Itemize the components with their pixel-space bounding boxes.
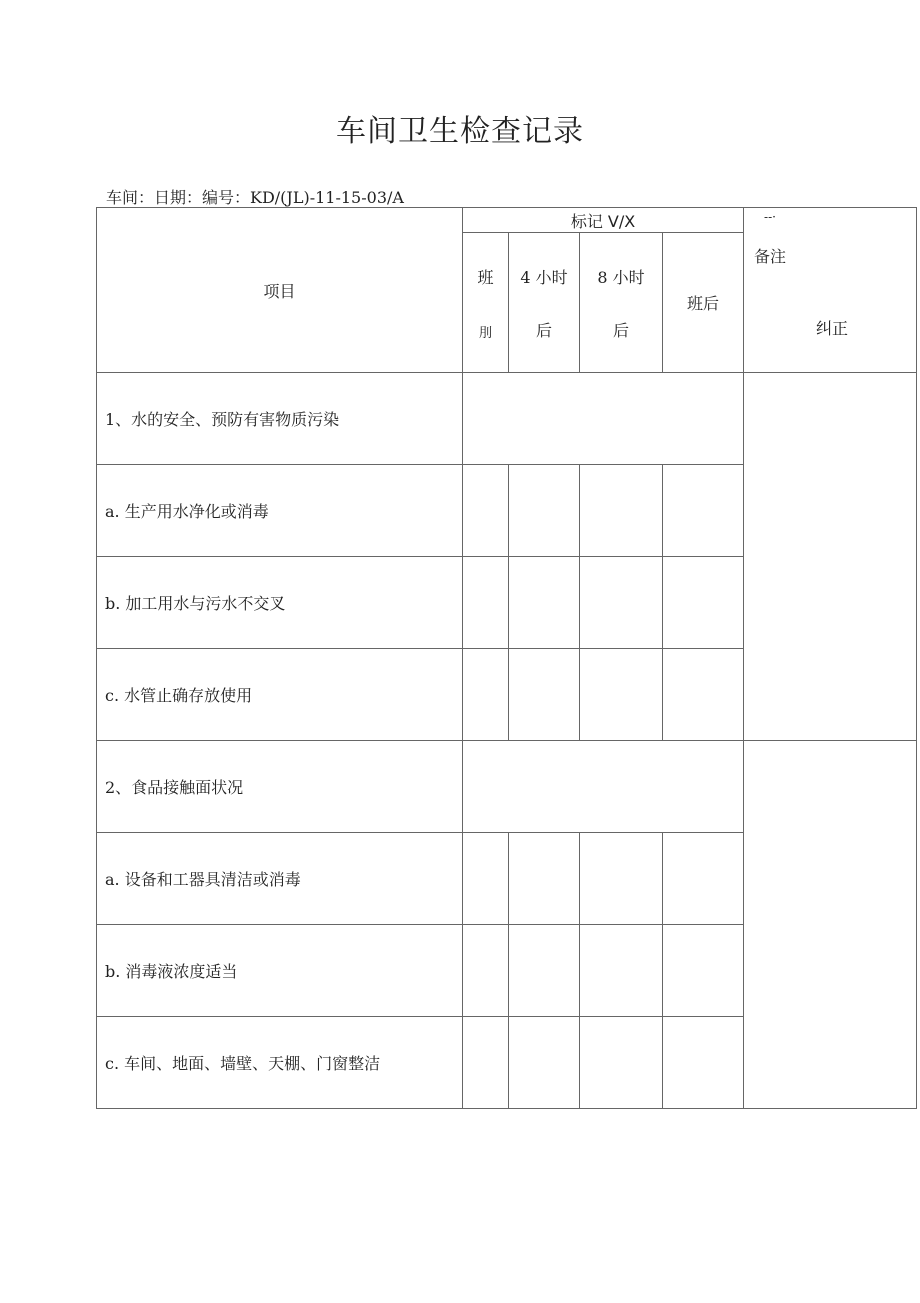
mark-cell[interactable]	[663, 465, 744, 557]
item-label: b. 加工用水与污水不交叉	[97, 557, 463, 649]
mark-cell[interactable]	[663, 833, 744, 925]
mark-cell[interactable]	[580, 925, 663, 1017]
inspection-table	[96, 207, 917, 1109]
mark-cell[interactable]	[463, 557, 509, 649]
remark-label: 备注	[754, 247, 787, 266]
remark-cell[interactable]	[744, 373, 917, 741]
mark-cell[interactable]	[509, 833, 580, 925]
section-row	[97, 741, 917, 833]
mark-cell[interactable]	[509, 465, 580, 557]
mark-cell[interactable]	[580, 465, 663, 557]
mark-cell[interactable]	[463, 1017, 509, 1109]
item-label: c. 车间、地面、墙壁、天棚、门窗整洁	[97, 1017, 463, 1109]
item-label: c. 水管止确存放使用	[97, 649, 463, 741]
page-title: 车间卫生检查记录	[336, 114, 584, 149]
remark-dash: --·	[764, 210, 776, 224]
header-row-1	[97, 208, 917, 233]
section-mark-cell[interactable]	[463, 373, 744, 465]
col-after-shift: 班后	[663, 233, 744, 373]
section-mark-cell[interactable]	[463, 741, 744, 833]
item-label: b. 消毒液浓度适当	[97, 925, 463, 1017]
mark-cell[interactable]	[509, 925, 580, 1017]
section-heading: 1、水的安全、预防有害物质污染	[97, 373, 463, 465]
mark-cell[interactable]	[663, 557, 744, 649]
section-row	[97, 373, 917, 465]
remark-column-header	[744, 208, 917, 373]
mark-cell[interactable]	[580, 833, 663, 925]
col-before-shift: 班 刖	[463, 233, 509, 373]
remark-cell[interactable]	[744, 741, 917, 1109]
mark-cell[interactable]	[580, 557, 663, 649]
mark-cell[interactable]	[463, 649, 509, 741]
mark-header: 标记 V/X	[463, 208, 744, 233]
section-heading: 2、食品接触面状况	[97, 741, 463, 833]
mark-cell[interactable]	[663, 925, 744, 1017]
col-4h-after: 4 小时 后	[509, 233, 580, 373]
mark-cell[interactable]	[509, 1017, 580, 1109]
col-8h-after: 8 小时 后	[580, 233, 663, 373]
mark-cell[interactable]	[463, 925, 509, 1017]
item-label: a. 设备和工器具清洁或消毒	[97, 833, 463, 925]
mark-cell[interactable]	[463, 833, 509, 925]
mark-cell[interactable]	[663, 1017, 744, 1109]
mark-cell[interactable]	[580, 649, 663, 741]
mark-cell[interactable]	[580, 1017, 663, 1109]
mark-cell[interactable]	[463, 465, 509, 557]
mark-cell[interactable]	[509, 557, 580, 649]
mark-cell[interactable]	[509, 649, 580, 741]
record-meta-line: 车间：日期：编号：KD/(JL)-11-15-03/A	[106, 188, 404, 207]
item-column-header: 项目	[97, 208, 463, 373]
remark-correct-label: 纠正	[816, 319, 849, 338]
mark-cell[interactable]	[663, 649, 744, 741]
item-label: a. 生产用水净化或消毒	[97, 465, 463, 557]
